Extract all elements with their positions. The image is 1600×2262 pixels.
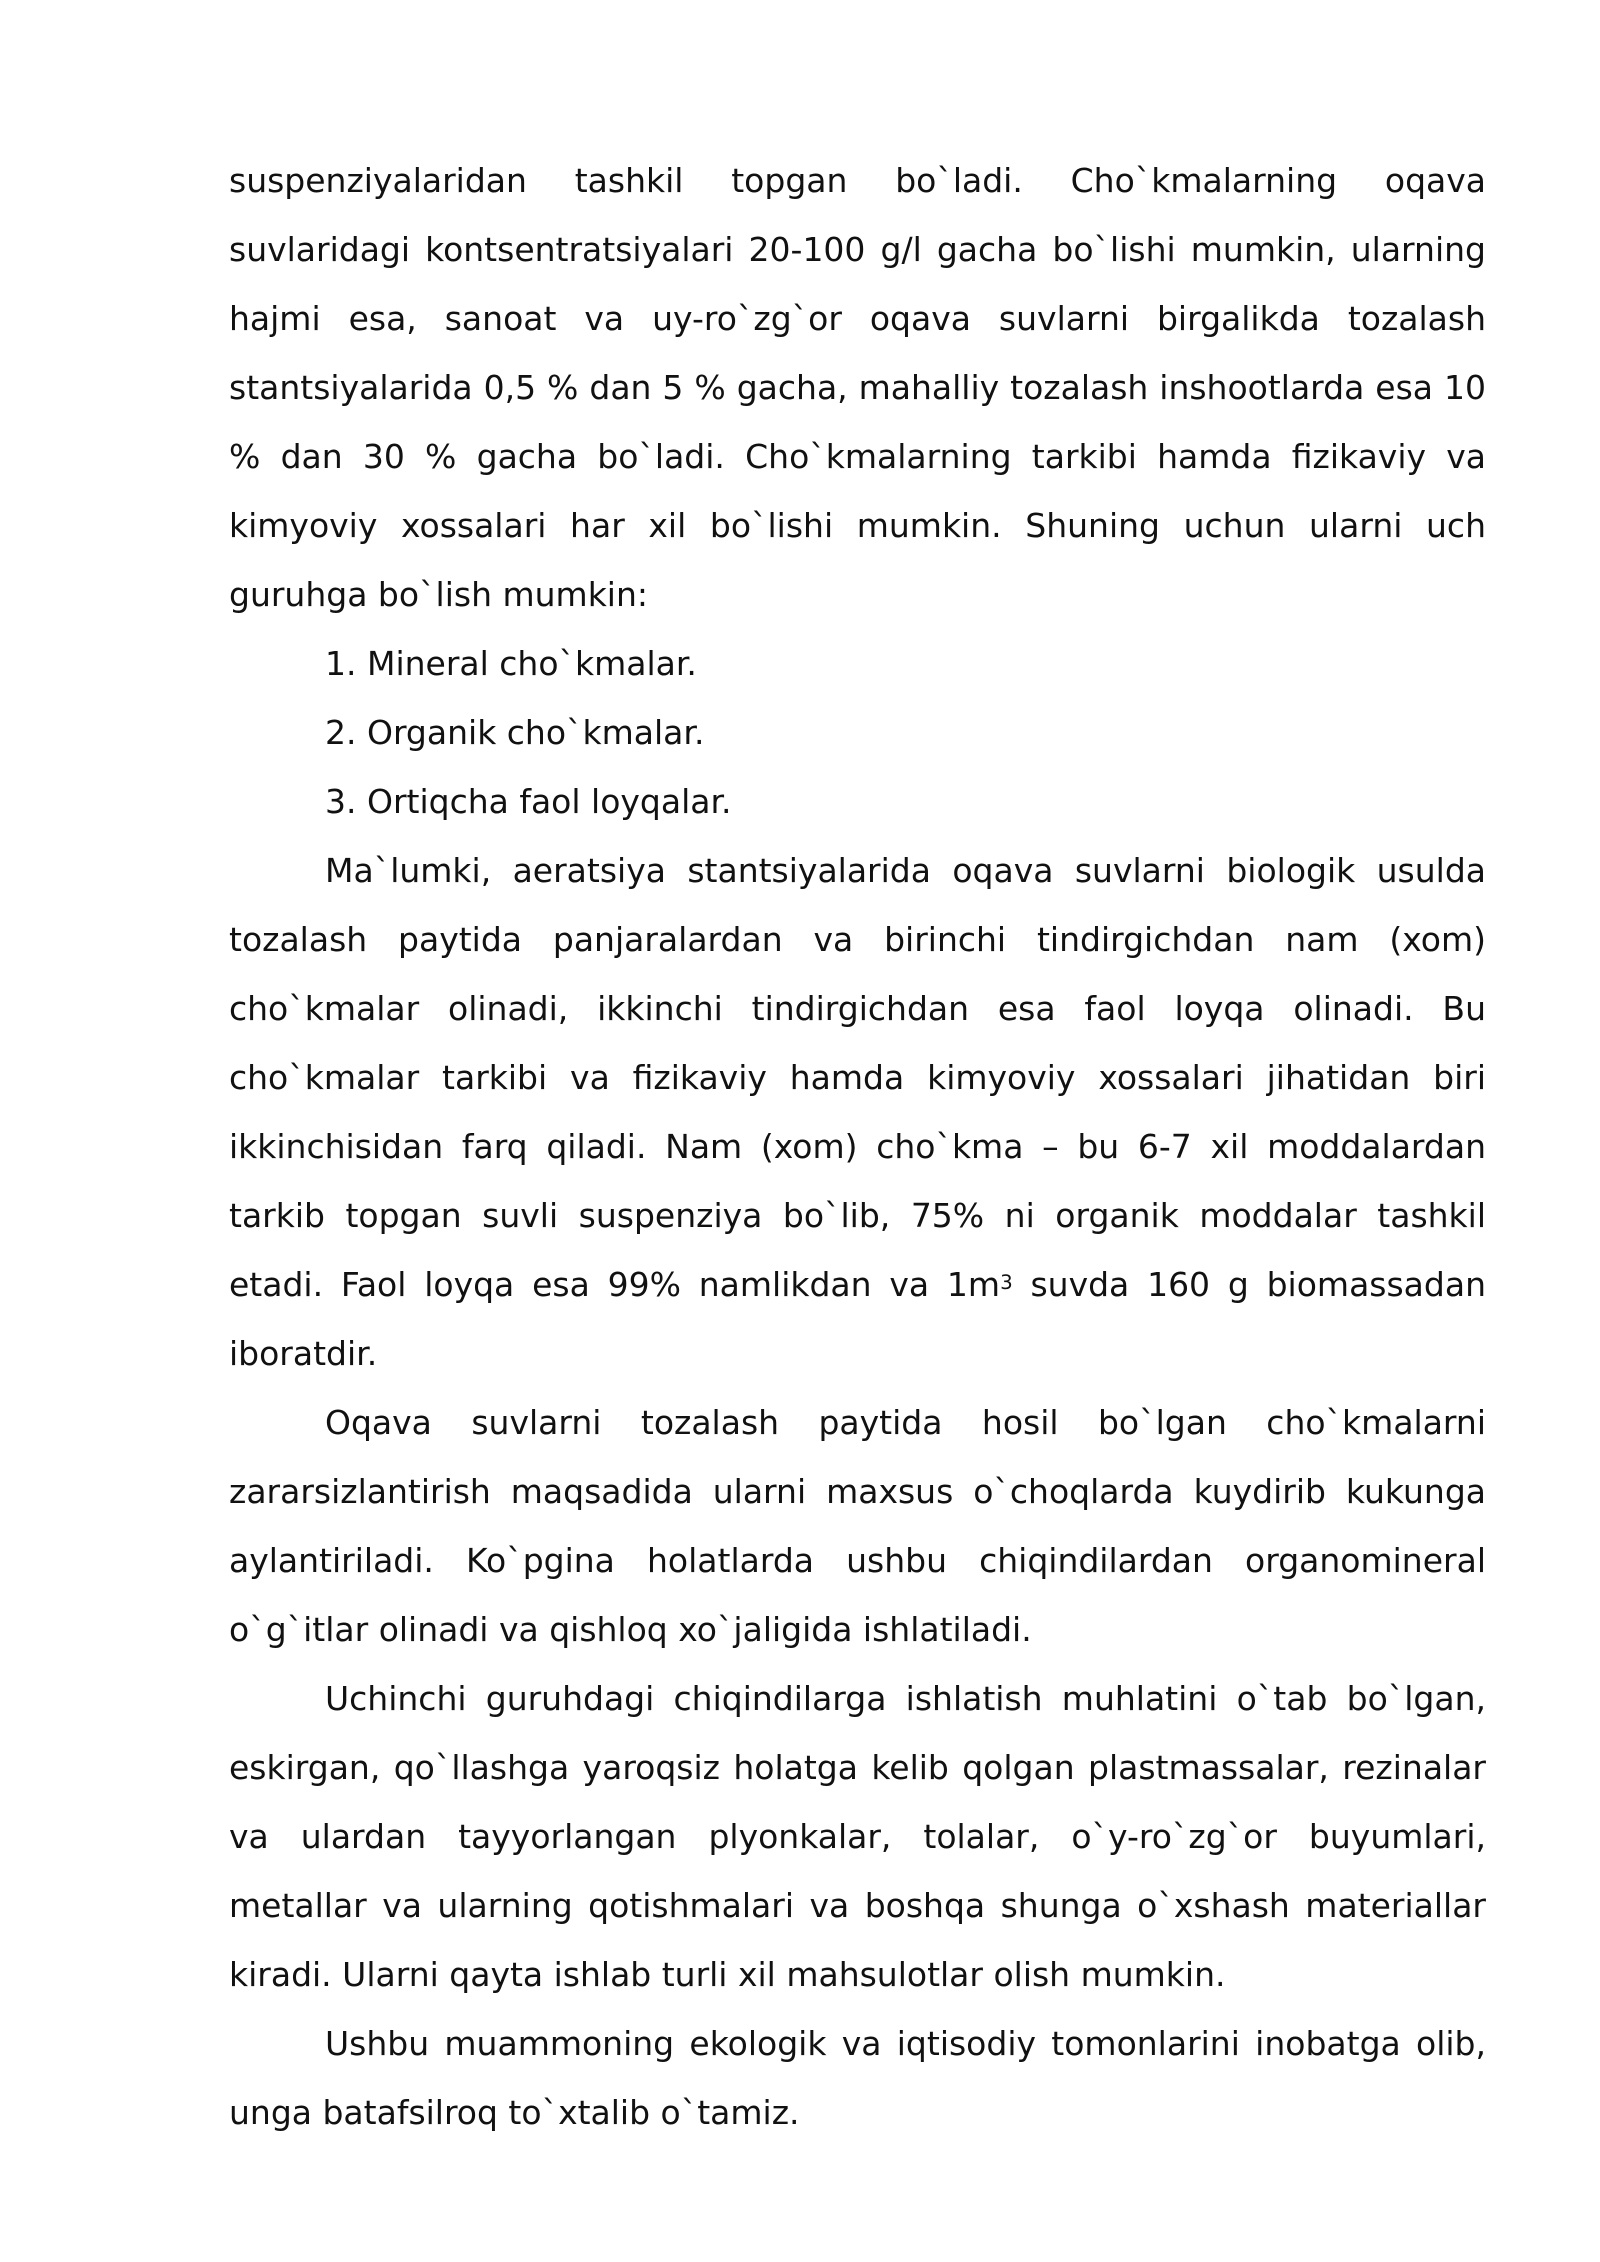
paragraph-xulosa: Ushbu muammoning ekologik va iqtisodiy tomonlarini inobatga olib, unga batafsilroq to`xtalib o`tamiz. — [229, 2024, 1486, 2132]
paragraph-aeratsiya-text: Ma`lumki, aeratsiya stantsiyalarida oqava suvlarni biologik usulda tozalash paytida panjaralardan va birinchi tindirgichdan nam (xom) cho`kmalar olinadi, ikkinchi tindirgichdan esa faol loyqa olinadi. Bu cho`kmalar tarkibi va fizikaviy hamda kimyoviy xossalari jihatidan biri ikkinchisidan farq qiladi. Nam (xom) cho`kma – bu 6-7 xil moddalardan tarkib topgan suvli suspenziya bo`lib, 75% ni organik moddalar tashkil etadi. Faol loyqa esa 99% namlikdan va 1m — [229, 851, 1486, 1304]
paragraph-aeratsiya — [229, 836, 1486, 1388]
list-item-organik: 2. Organik cho`kmalar. — [325, 713, 705, 752]
list-item-mineral: 1. Mineral cho`kmalar. — [325, 644, 697, 683]
superscript-cubic: 3 — [1000, 1271, 1013, 1295]
paragraph-aeratsiya-tail: suvda 160 g biomassadan iboratdir. — [229, 1265, 1486, 1373]
paragraph-cho-kmalar-intro: suspenziyalaridan tashkil topgan bo`ladi. Cho`kmalarning oqava suvlaridagi kontsentratsiyalari 20-100 g/l gacha bo`lishi mumkin, ularning hajmi esa, sanoat va uy-ro`zg`or oqava suvlarni birgalikda tozalash stantsiyalarida 0,5 % dan 5 % gacha, mahalliy tozalash inshootlarda esa 10 % dan 30 % gacha bo`ladi. Cho`kmalarning tarkibi hamda fizikaviy va kimyoviy xossalari har xil bo`lishi mumkin. Shuning uchun ularni uch guruhga bo`lish mumkin: — [229, 161, 1486, 614]
paragraph-zararsizlantirish: Oqava suvlarni tozalash paytida hosil bo`lgan cho`kmalarni zararsizlantirish maqsadida ularni maxsus o`choqlarda kuydirib kukunga aylantiriladi. Ko`pgina holatlarda ushbu chiqindilardan organomineral o`g`itlar olinadi va qishloq xo`jaligida ishlatiladi. — [229, 1403, 1486, 1649]
paragraph-uchinchi-guruh: Uchinchi guruhdagi chiqindilarga ishlatish muhlatini o`tab bo`lgan, eskirgan, qo`llashga yaroqsiz holatga kelib qolgan plastmassalar, rezinalar va ulardan tayyorlangan plyonkalar, tolalar, o`y-ro`zg`or buyumlari, metallar va ularning qotishmalari va boshqa shunga o`xshash materiallar kiradi. Ularni qayta ishlab turli xil mahsulotlar olish mumkin. — [229, 1679, 1486, 1994]
list-item-faol-loyqa: 3. Ortiqcha faol loyqalar. — [325, 782, 732, 821]
body-text — [229, 146, 1486, 2147]
